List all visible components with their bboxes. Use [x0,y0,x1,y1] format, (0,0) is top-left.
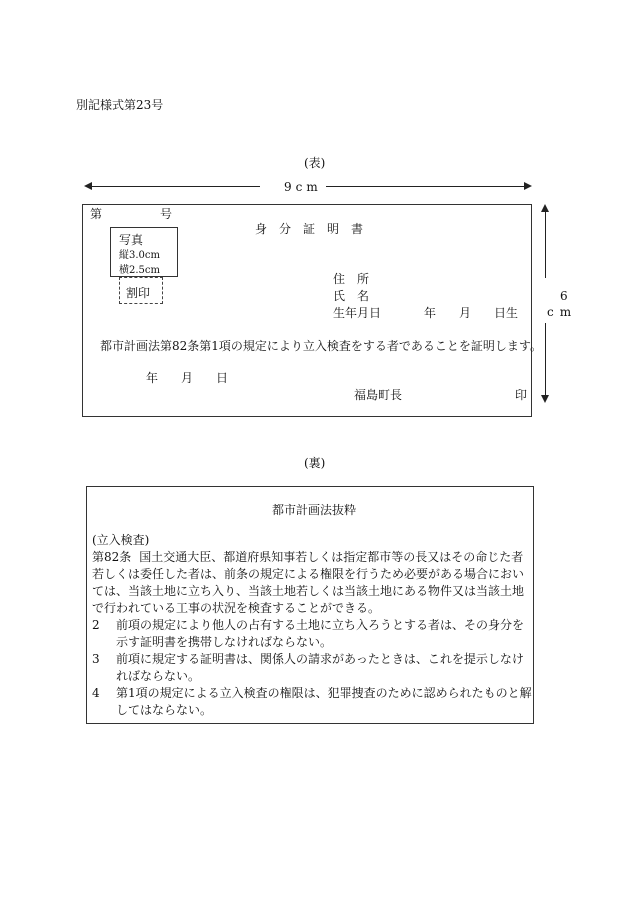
seal-mark: 印 [515,388,528,402]
number-prefix: 第 [90,207,103,221]
photo-height: 縦3.0cm [119,250,160,261]
number-suffix: 号 [160,207,173,221]
birth-day: 日生 [494,306,519,320]
clause-4 [92,685,532,719]
issuer: 福島町長 [354,388,403,402]
birth-label: 生年月日 [333,306,382,320]
article-number: 第82条 [92,550,132,564]
back-title: 都市計画法抜粋 [272,503,357,517]
width-label: 9cm [284,180,322,194]
law-excerpt [92,532,532,719]
birth-month: 月 [459,306,472,320]
height-label-unit: cm [547,305,578,319]
address-label: 住 所 [333,272,370,286]
issue-year: 年 [146,371,159,385]
form-number: 別記様式第23号 [76,98,164,112]
clause-number: 3 [92,652,100,666]
clause-text: 前項に規定する証明書は、関係人の請求があったときは、これを提示しなければならない。 [116,652,524,683]
height-label-num: 6 [560,289,568,303]
clause-number: 4 [92,686,100,700]
clause-3 [92,651,532,685]
article-text: 国土交通大臣、都道府県知事若しくは指定都市等の長又はその命じた者若しくは委任した者は、前条の規定による権限を行うため必要がある場合においては、当該土地に立ち入り、当該土地若しくは当該土地にある物件又は当該土地で行われている工事の状況を検査することができる。 [92,550,525,615]
back-label: (裏) [304,456,326,470]
certification-statement: 都市計画法第82条第1項の規定により立入検査をする者であることを証明します。 [100,339,542,353]
front-label: (表) [304,156,326,170]
article-82 [92,549,532,617]
seal-label: 割印 [126,286,151,300]
clause-number: 2 [92,618,100,632]
clause-text: 第1項の規定による立入検査の権限は、犯罪捜査のために認められたものと解してはならない。 [116,686,532,717]
birth-year: 年 [424,306,437,320]
card-title: 身分証明書 [255,222,376,236]
photo-label: 写真 [119,233,144,247]
issue-day: 日 [216,371,229,385]
issue-month: 月 [181,371,194,385]
clause-text: 前項の規定により他人の占有する土地に立ち入ろうとする者は、その身分を示す証明書を携帯しなければならない。 [116,618,525,649]
section-heading: (立入検査) [92,533,150,547]
name-label: 氏 名 [333,289,370,303]
clause-2 [92,617,532,651]
photo-width: 横2.5cm [119,265,160,276]
